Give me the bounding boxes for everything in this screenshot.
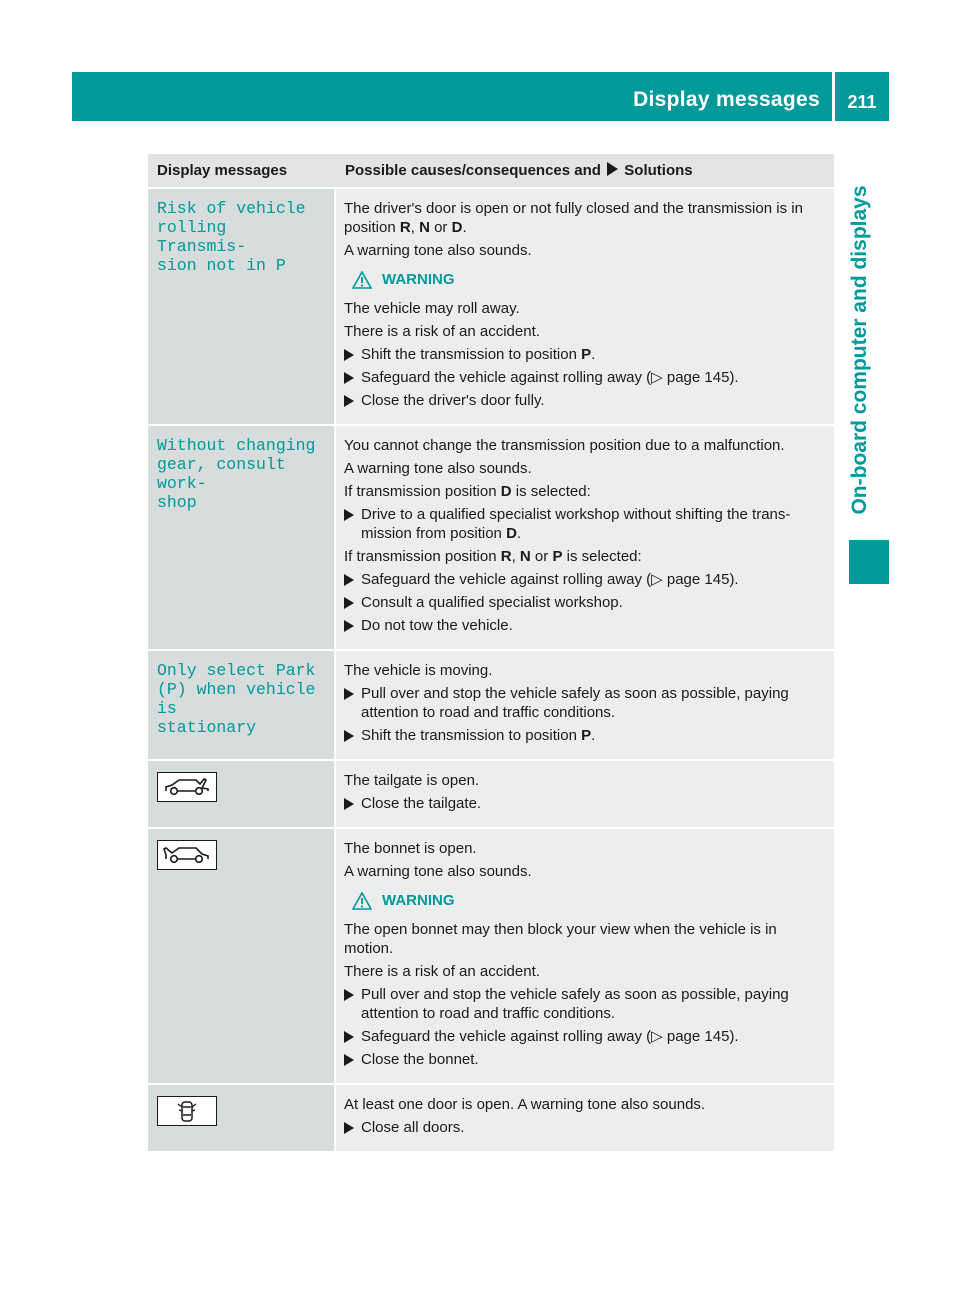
- warning-heading: WARNING: [344, 270, 826, 289]
- warning-text: There is a risk of an accident.: [344, 323, 540, 340]
- step-arrow-icon: [344, 597, 354, 609]
- step-arrow-icon: [344, 574, 354, 586]
- step-arrow-icon: [344, 989, 354, 1001]
- col-header-solutions: [336, 154, 834, 189]
- solution-step: Close all doors.: [344, 1118, 826, 1137]
- cause-text: A warning tone also sounds.: [344, 863, 532, 880]
- cause-text: The driver's door is open or not fully closed and the transmission is in position R, N or D.: [344, 200, 803, 236]
- page-title: Display messages: [633, 88, 820, 111]
- display-message: Without changing gear, consult work‐ shop: [157, 436, 316, 512]
- description-cell: [336, 426, 834, 651]
- display-message: Risk of vehicle rolling Transmis‐ sion not in P: [157, 199, 306, 275]
- message-cell: [148, 1085, 336, 1153]
- step-arrow-icon: [344, 1122, 354, 1134]
- warning-text: There is a risk of an accident.: [344, 963, 540, 980]
- step-arrow-icon: [344, 372, 354, 384]
- warning-text: The open bonnet may then block your view when the vehicle is in motion.: [344, 921, 777, 957]
- solution-step: Close the bonnet.: [344, 1050, 826, 1069]
- description-cell: [336, 1085, 834, 1153]
- cause-text: If transmission position R, N or P is selected:: [344, 548, 642, 565]
- display-message: Only select Park (P) when vehicle is stationary: [157, 661, 316, 737]
- table-row: [148, 651, 834, 761]
- cause-text: If transmission position D is selected:: [344, 483, 591, 500]
- warning-triangle-icon: [352, 892, 372, 910]
- description-cell: [336, 829, 834, 1085]
- solution-step: Shift the transmission to position P.: [344, 726, 826, 745]
- step-arrow-icon: [344, 1054, 354, 1066]
- message-cell: [148, 761, 336, 829]
- display-messages-table: [148, 154, 834, 1153]
- solution-step: Shift the transmission to position P.: [344, 345, 826, 364]
- solution-step: Close the tailgate.: [344, 794, 826, 813]
- warning-triangle-icon: [352, 271, 372, 289]
- solution-step: Safeguard the vehicle against rolling away (▷ page 145).: [344, 368, 826, 387]
- bonnet-open-icon: [157, 840, 217, 870]
- step-arrow-icon: [344, 349, 354, 361]
- warning-text: The vehicle may roll away.: [344, 300, 520, 317]
- solution-step: Safeguard the vehicle against rolling away (▷ page 145).: [344, 570, 826, 589]
- step-arrow-icon: [344, 620, 354, 632]
- chapter-marker: [849, 540, 889, 584]
- description-cell: [336, 189, 834, 426]
- step-arrow-icon: [344, 395, 354, 407]
- step-arrow-icon: [344, 688, 354, 700]
- message-cell: [148, 829, 336, 1085]
- table-row: [148, 426, 834, 651]
- door-open-icon: [157, 1096, 217, 1126]
- header-bar: [72, 72, 832, 121]
- cause-text: At least one door is open. A warning tone also sounds.: [344, 1096, 706, 1113]
- solution-step: Safeguard the vehicle against rolling away (▷ page 145).: [344, 1027, 826, 1046]
- tailgate-open-icon: [157, 772, 217, 802]
- solution-step: Consult a qualified specialist workshop.: [344, 593, 826, 612]
- table-row: [148, 761, 834, 829]
- cause-text: The vehicle is moving.: [344, 662, 493, 679]
- warning-heading: WARNING: [344, 891, 826, 910]
- message-cell: [148, 651, 336, 761]
- solution-step: Close the driver's door fully.: [344, 391, 826, 410]
- solution-step: Drive to a qualified specialist workshop without shifting the trans- mission from position D.: [344, 505, 826, 543]
- description-cell: [336, 761, 834, 829]
- solution-step: Pull over and stop the vehicle safely as soon as possible, paying attention to road and traffic conditions.: [344, 684, 826, 722]
- cause-text: The bonnet is open.: [344, 840, 477, 857]
- solution-step: Pull over and stop the vehicle safely as soon as possible, paying attention to road and traffic conditions.: [344, 985, 826, 1023]
- message-cell: [148, 426, 336, 651]
- description-cell: [336, 651, 834, 761]
- chapter-label-text: On-board computer and displays: [848, 185, 871, 515]
- page-number: 211: [835, 72, 889, 121]
- step-arrow-icon: [344, 1031, 354, 1043]
- cause-text: A warning tone also sounds.: [344, 460, 532, 477]
- solution-step: Do not tow the vehicle.: [344, 616, 826, 635]
- chapter-label: [840, 170, 880, 530]
- col-header-causes: Possible causes/consequences and: [345, 162, 601, 179]
- col-header-solutions-label: Solutions: [624, 162, 693, 179]
- col-header-messages: Display messages: [148, 154, 336, 189]
- table-header-row: [148, 154, 834, 189]
- step-arrow-icon: [344, 509, 354, 521]
- step-arrow-icon: [344, 798, 354, 810]
- step-arrow-icon: [344, 730, 354, 742]
- cause-text: A warning tone also sounds.: [344, 242, 532, 259]
- table-row: [148, 189, 834, 426]
- cause-text: You cannot change the transmission position due to a malfunction.: [344, 437, 785, 454]
- cause-text: The tailgate is open.: [344, 772, 480, 789]
- table-row: [148, 1085, 834, 1153]
- solution-arrow-icon: [607, 162, 618, 176]
- message-cell: [148, 189, 336, 426]
- table-row: [148, 829, 834, 1085]
